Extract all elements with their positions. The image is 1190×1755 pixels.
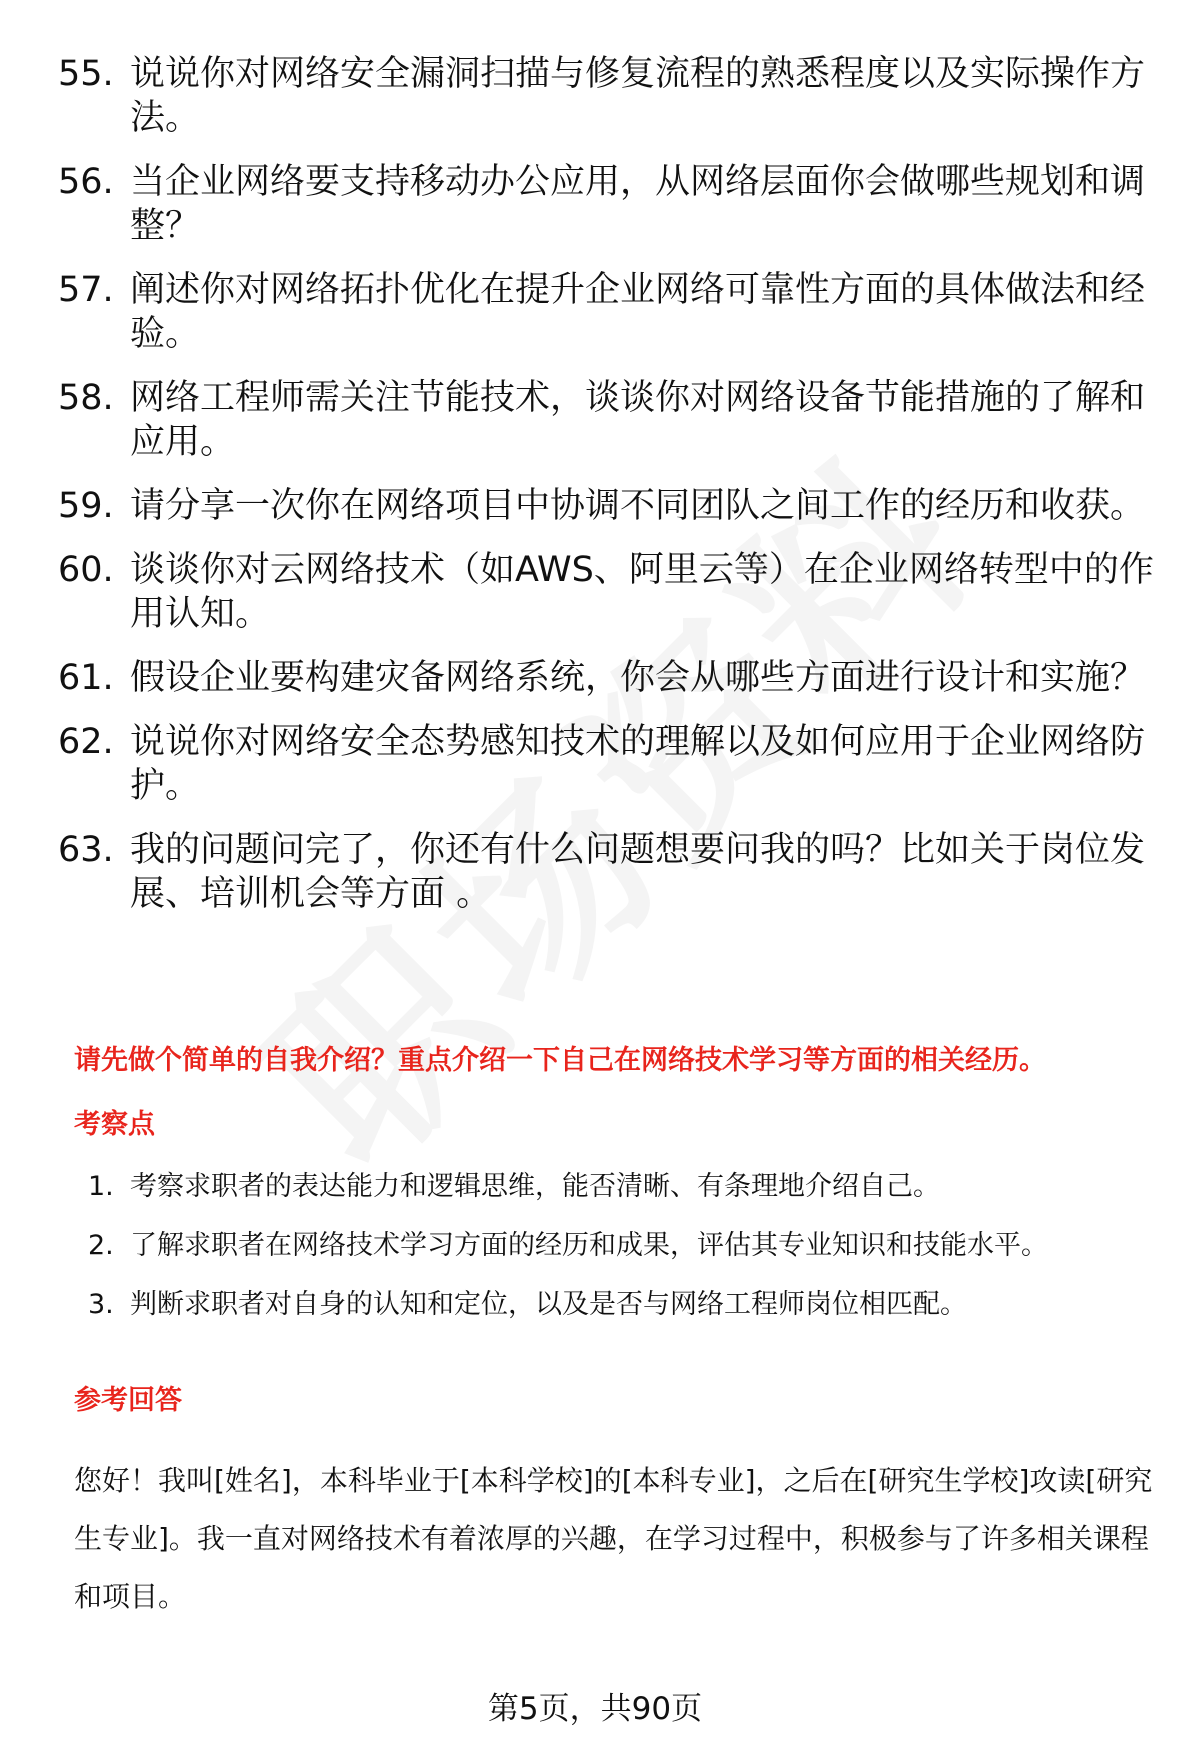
- question-item-61: [58, 656, 1168, 700]
- question-item-63: [58, 828, 1168, 916]
- question-text: 阐述你对网络拓扑优化在提升企业网络可靠性方面的具体做法和经验。: [130, 270, 1146, 354]
- question-number: 55.: [58, 54, 114, 94]
- question-item-58: [58, 376, 1168, 464]
- question-item-62: [58, 720, 1168, 808]
- question-number: 56.: [58, 162, 114, 202]
- question-text: 谈谈你对云网络技术（如AWS、阿里云等）在企业网络转型中的作用认知。: [130, 550, 1154, 634]
- question-item-56: [58, 160, 1168, 248]
- question-number: 60.: [58, 550, 114, 590]
- points-list: [88, 1170, 1168, 1347]
- section-question-heading: 请先做个简单的自我介绍？重点介绍一下自己在网络技术学习等方面的相关经历。: [74, 1045, 1046, 1076]
- question-number: 61.: [58, 658, 114, 698]
- point-number: 2.: [88, 1230, 114, 1261]
- question-number: 63.: [58, 830, 114, 870]
- point-number: 1.: [88, 1171, 114, 1202]
- question-text: 我的问题问完了，你还有什么问题想要问我的吗？比如关于岗位发展、培训机会等方面 。: [130, 830, 1146, 914]
- question-list: [58, 52, 1168, 936]
- page-footer: 第5页，共90页: [487, 1691, 703, 1727]
- answer-paragraph: 您好！我叫[姓名]，本科毕业于[本科学校]的[本科专业]，之后在[研究生学校]攻读[研究生专业]。我一直对网络技术有着浓厚的兴趣，在学习过程中，积极参与了许多相关课程和项目。: [74, 1464, 1153, 1613]
- question-item-60: [58, 548, 1168, 636]
- question-text: 当企业网络要支持移动办公应用，从网络层面你会做哪些规划和调整？: [130, 162, 1146, 246]
- points-label: 考察点: [74, 1109, 155, 1140]
- point-item: [88, 1229, 1168, 1263]
- question-text: 请分享一次你在网络项目中协调不同团队之间工作的经历和收获。: [130, 486, 1146, 526]
- question-text: 网络工程师需关注节能技术，谈谈你对网络设备节能措施的了解和应用。: [130, 378, 1146, 462]
- point-number: 3.: [88, 1289, 114, 1320]
- point-item: [88, 1288, 1168, 1322]
- question-text: 说说你对网络安全漏洞扫描与修复流程的熟悉程度以及实际操作方法。: [130, 54, 1146, 138]
- question-number: 59.: [58, 486, 114, 526]
- question-item-59: [58, 484, 1168, 528]
- answer-label: 参考回答: [74, 1385, 182, 1416]
- question-text: 说说你对网络安全态势感知技术的理解以及如何应用于企业网络防护。: [130, 722, 1146, 806]
- question-number: 62.: [58, 722, 114, 762]
- point-item: [88, 1170, 1168, 1204]
- question-item-57: [58, 268, 1168, 356]
- question-number: 58.: [58, 378, 114, 418]
- question-number: 57.: [58, 270, 114, 310]
- point-text: 判断求职者对自身的认知和定位，以及是否与网络工程师岗位相匹配。: [130, 1289, 967, 1320]
- point-text: 考察求职者的表达能力和逻辑思维，能否清晰、有条理地介绍自己。: [130, 1171, 940, 1202]
- point-text: 了解求职者在网络技术学习方面的经历和成果，评估其专业知识和技能水平。: [130, 1230, 1048, 1261]
- question-text: 假设企业要构建灾备网络系统，你会从哪些方面进行设计和实施？: [130, 658, 1146, 698]
- question-item-55: [58, 52, 1168, 140]
